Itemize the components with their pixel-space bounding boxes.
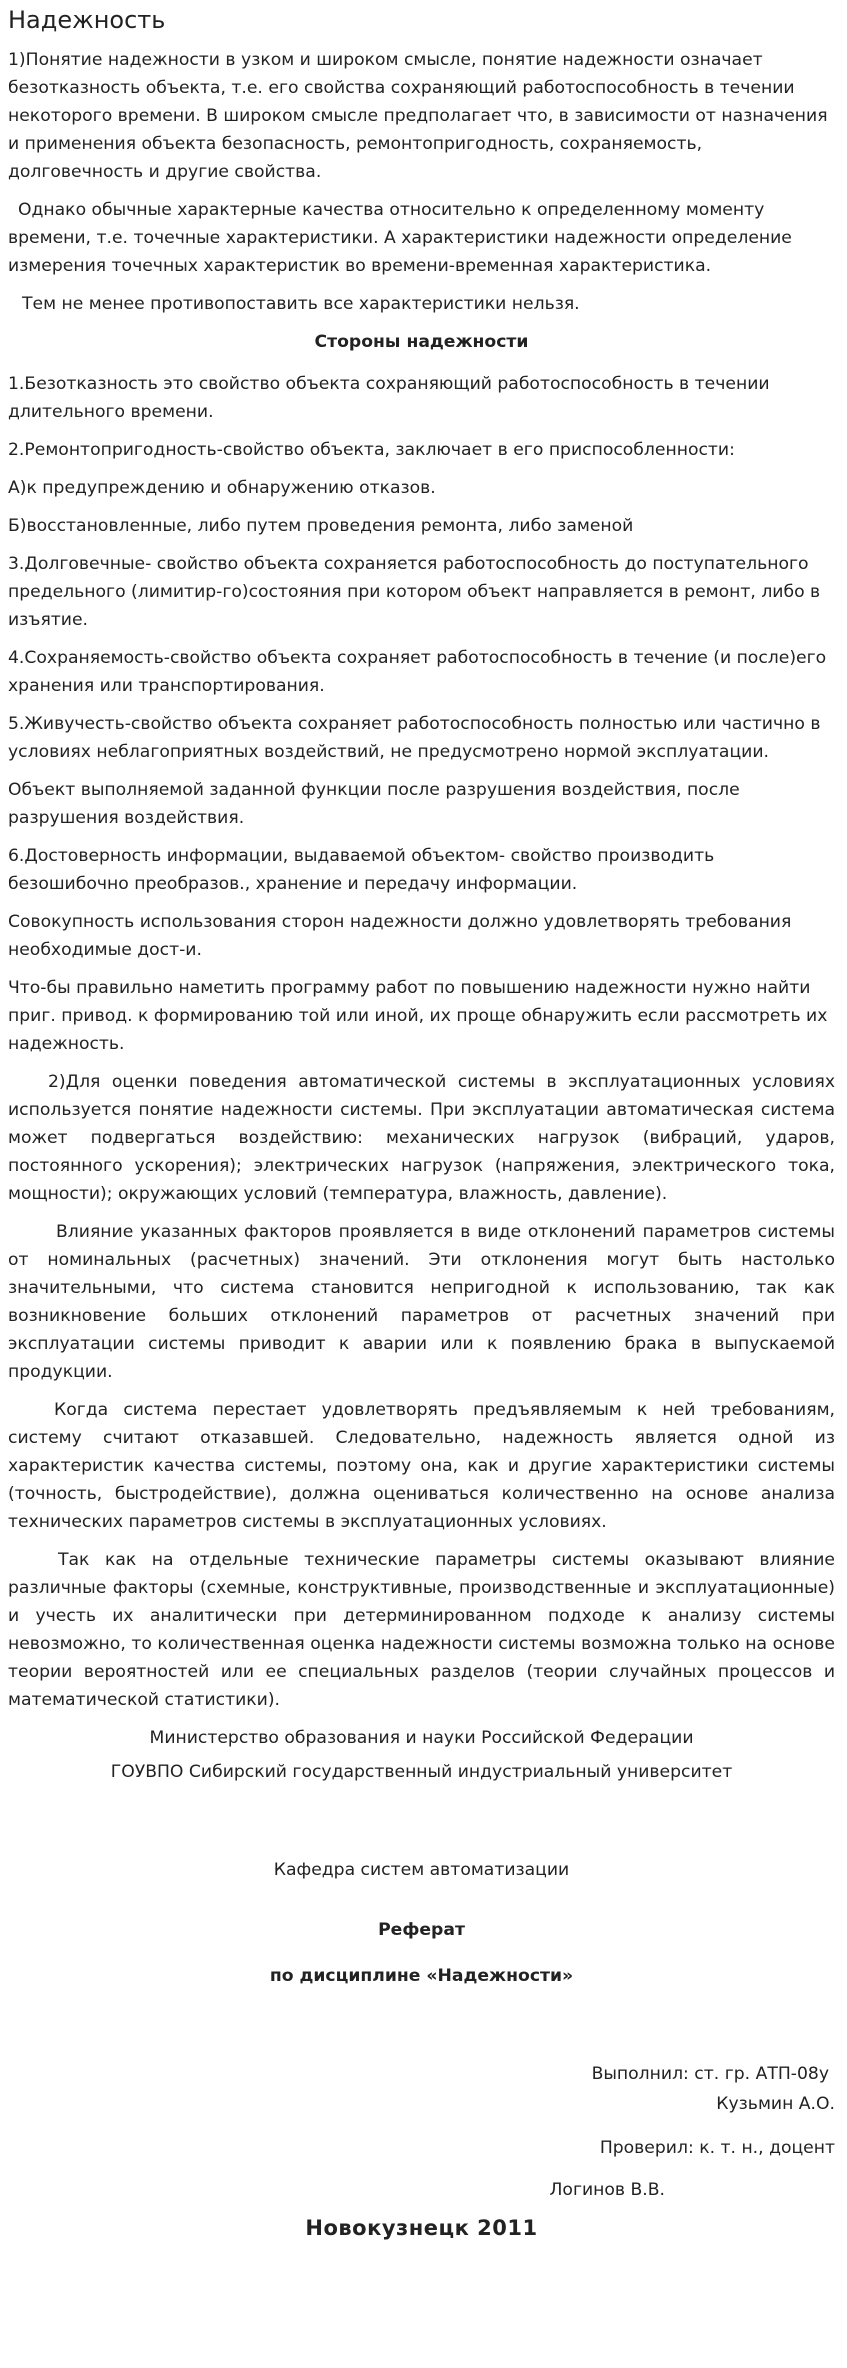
list-item-maintainability-a: А)к предупреждению и обнаружению отказов.: [8, 478, 436, 498]
paragraph-definition: 1)Понятие надежности в узком и широком смысле, понятие надежности означает безотказность объекта, т.е. его свойства сохраняющий работоспособность в течении некоторого времени. В широком смысле предполагает что, в зависимости от назначения и применения объекта безопасность, ремонтопригодность, сохраняемость, долговечность и другие свойства.: [8, 50, 828, 182]
cover-performed-by: Выполнил: ст. гр. АТП-08у: [591, 2064, 829, 2084]
section-heading: Стороны надежности: [314, 332, 529, 352]
list-item-durability: 3.Долговечные- свойство объекта сохраняется работоспособность до поступательного предельного (лимитир-го)состояния при котором объект направляется в ремонт, либо в изъятие.: [8, 554, 821, 630]
cover-teacher: Логинов В.В.: [549, 2180, 665, 2200]
spacer: [8, 1990, 835, 2060]
list-item-survivability-note: Объект выполняемой заданной функции после разрушения воздействия, после разрушения воздействия.: [8, 780, 740, 828]
cover-student: Кузьмин А.О.: [716, 2094, 835, 2114]
cover-type: Реферат: [378, 1920, 465, 1940]
list-item-reliability: 1.Безотказность это свойство объекта сохраняющий работоспособность в течении длительного времени.: [8, 374, 770, 422]
paragraph-evaluation: 2)Для оценки поведения автоматической системы в эксплуатационных условиях используется понятие надежности системы. При эксплуатации автоматическая система может подвергаться воздействию: механических нагрузок (вибраций, ударов, постоянного ускорения); электрических нагрузок (напряжения, электрического тока, мощности); окружающих условий (температура, влажность, давление).: [8, 1072, 835, 1204]
cover-university: ГОУВПО Сибирский государственный индустриальный университет: [110, 1762, 733, 1782]
paragraph-failure: Когда система перестает удовлетворять предъявляемым к ней требованиям, систему считают отказавшей. Следовательно, надежность является одной из характеристик качества системы, поэтому она, как и другие характеристики системы (точность, быстродействие), должна оцениваться количественно на основе анализа технических параметров системы в эксплуатационных условиях.: [8, 1400, 835, 1532]
cover-ministry: Министерство образования и науки Российской Федерации: [149, 1728, 694, 1748]
page-title: Надежность: [8, 6, 166, 34]
spacer: [8, 1884, 835, 1916]
spacer: [8, 1786, 835, 1856]
cover-discipline: по дисциплине «Надежности»: [269, 1966, 574, 1986]
list-item-maintainability: 2.Ремонтопригодность-свойство объекта, заключает в его приспособленности:: [8, 440, 735, 460]
paragraph-program: Что-бы правильно наметить программу работ по повышению надежности нужно найти приг. привод. к формированию той или иной, их проще обнаружить если рассмотреть их надежность.: [8, 978, 828, 1054]
cover-department: Кафедра систем автоматизации: [273, 1860, 570, 1880]
paragraph-point-characteristics: Однако обычные характерные качества относительно к определенному моменту времени, т.е. точечные характеристики. А характеристики надежности определение измерения точечных характеристик во времени-временная характеристика.: [8, 200, 792, 276]
cover-city-year: Новокузнецк 2011: [305, 2216, 538, 2240]
paragraph-probability: Так как на отдельные технические параметры системы оказывают влияние различные факторы (схемные, конструктивные, производственные и эксплуатационные) и учесть их аналитически при детерминированном подходе к анализу системы невозможно, то количественная оценка надежности системы возможна только на основе теории вероятностей или ее специальных разделов (теории случайных процессов и математической статистики).: [8, 1550, 835, 1710]
paragraph-cannot-oppose: Тем не менее противопоставить все характеристики нельзя.: [22, 294, 580, 314]
paragraph-totality: Совокупность использования сторон надежности должно удовлетворять требования необходимые дост-и.: [8, 912, 792, 960]
list-item-maintainability-b: Б)восстановленные, либо путем проведения ремонта, либо заменой: [8, 516, 634, 536]
paragraph-influence: Влияние указанных факторов проявляется в виде отклонений параметров системы от номинальных (расчетных) значений. Эти отклонения могут быть настолько значительными, что система становится непригодной к использованию, так как возникновение больших отклонений параметров от расчетных значений при эксплуатации системы приводит к аварии или к появлению брака в выпускаемой продукции.: [8, 1222, 835, 1382]
list-item-info-reliability: 6.Достоверность информации, выдаваемой объектом- свойство производить безошибочно преобразов., хранение и передачу информации.: [8, 846, 715, 894]
list-item-storability: 4.Сохраняемость-свойство объекта сохраняет работоспособность в течение (и после)его хранения или транспортирования.: [8, 648, 827, 696]
cover-checked-by: Проверил: к. т. н., доцент: [599, 2138, 835, 2158]
list-item-survivability: 5.Живучесть-свойство объекта сохраняет работоспособность полностью или частично в условиях неблагоприятных воздействий, не предусмотрено нормой эксплуатации.: [8, 714, 821, 762]
